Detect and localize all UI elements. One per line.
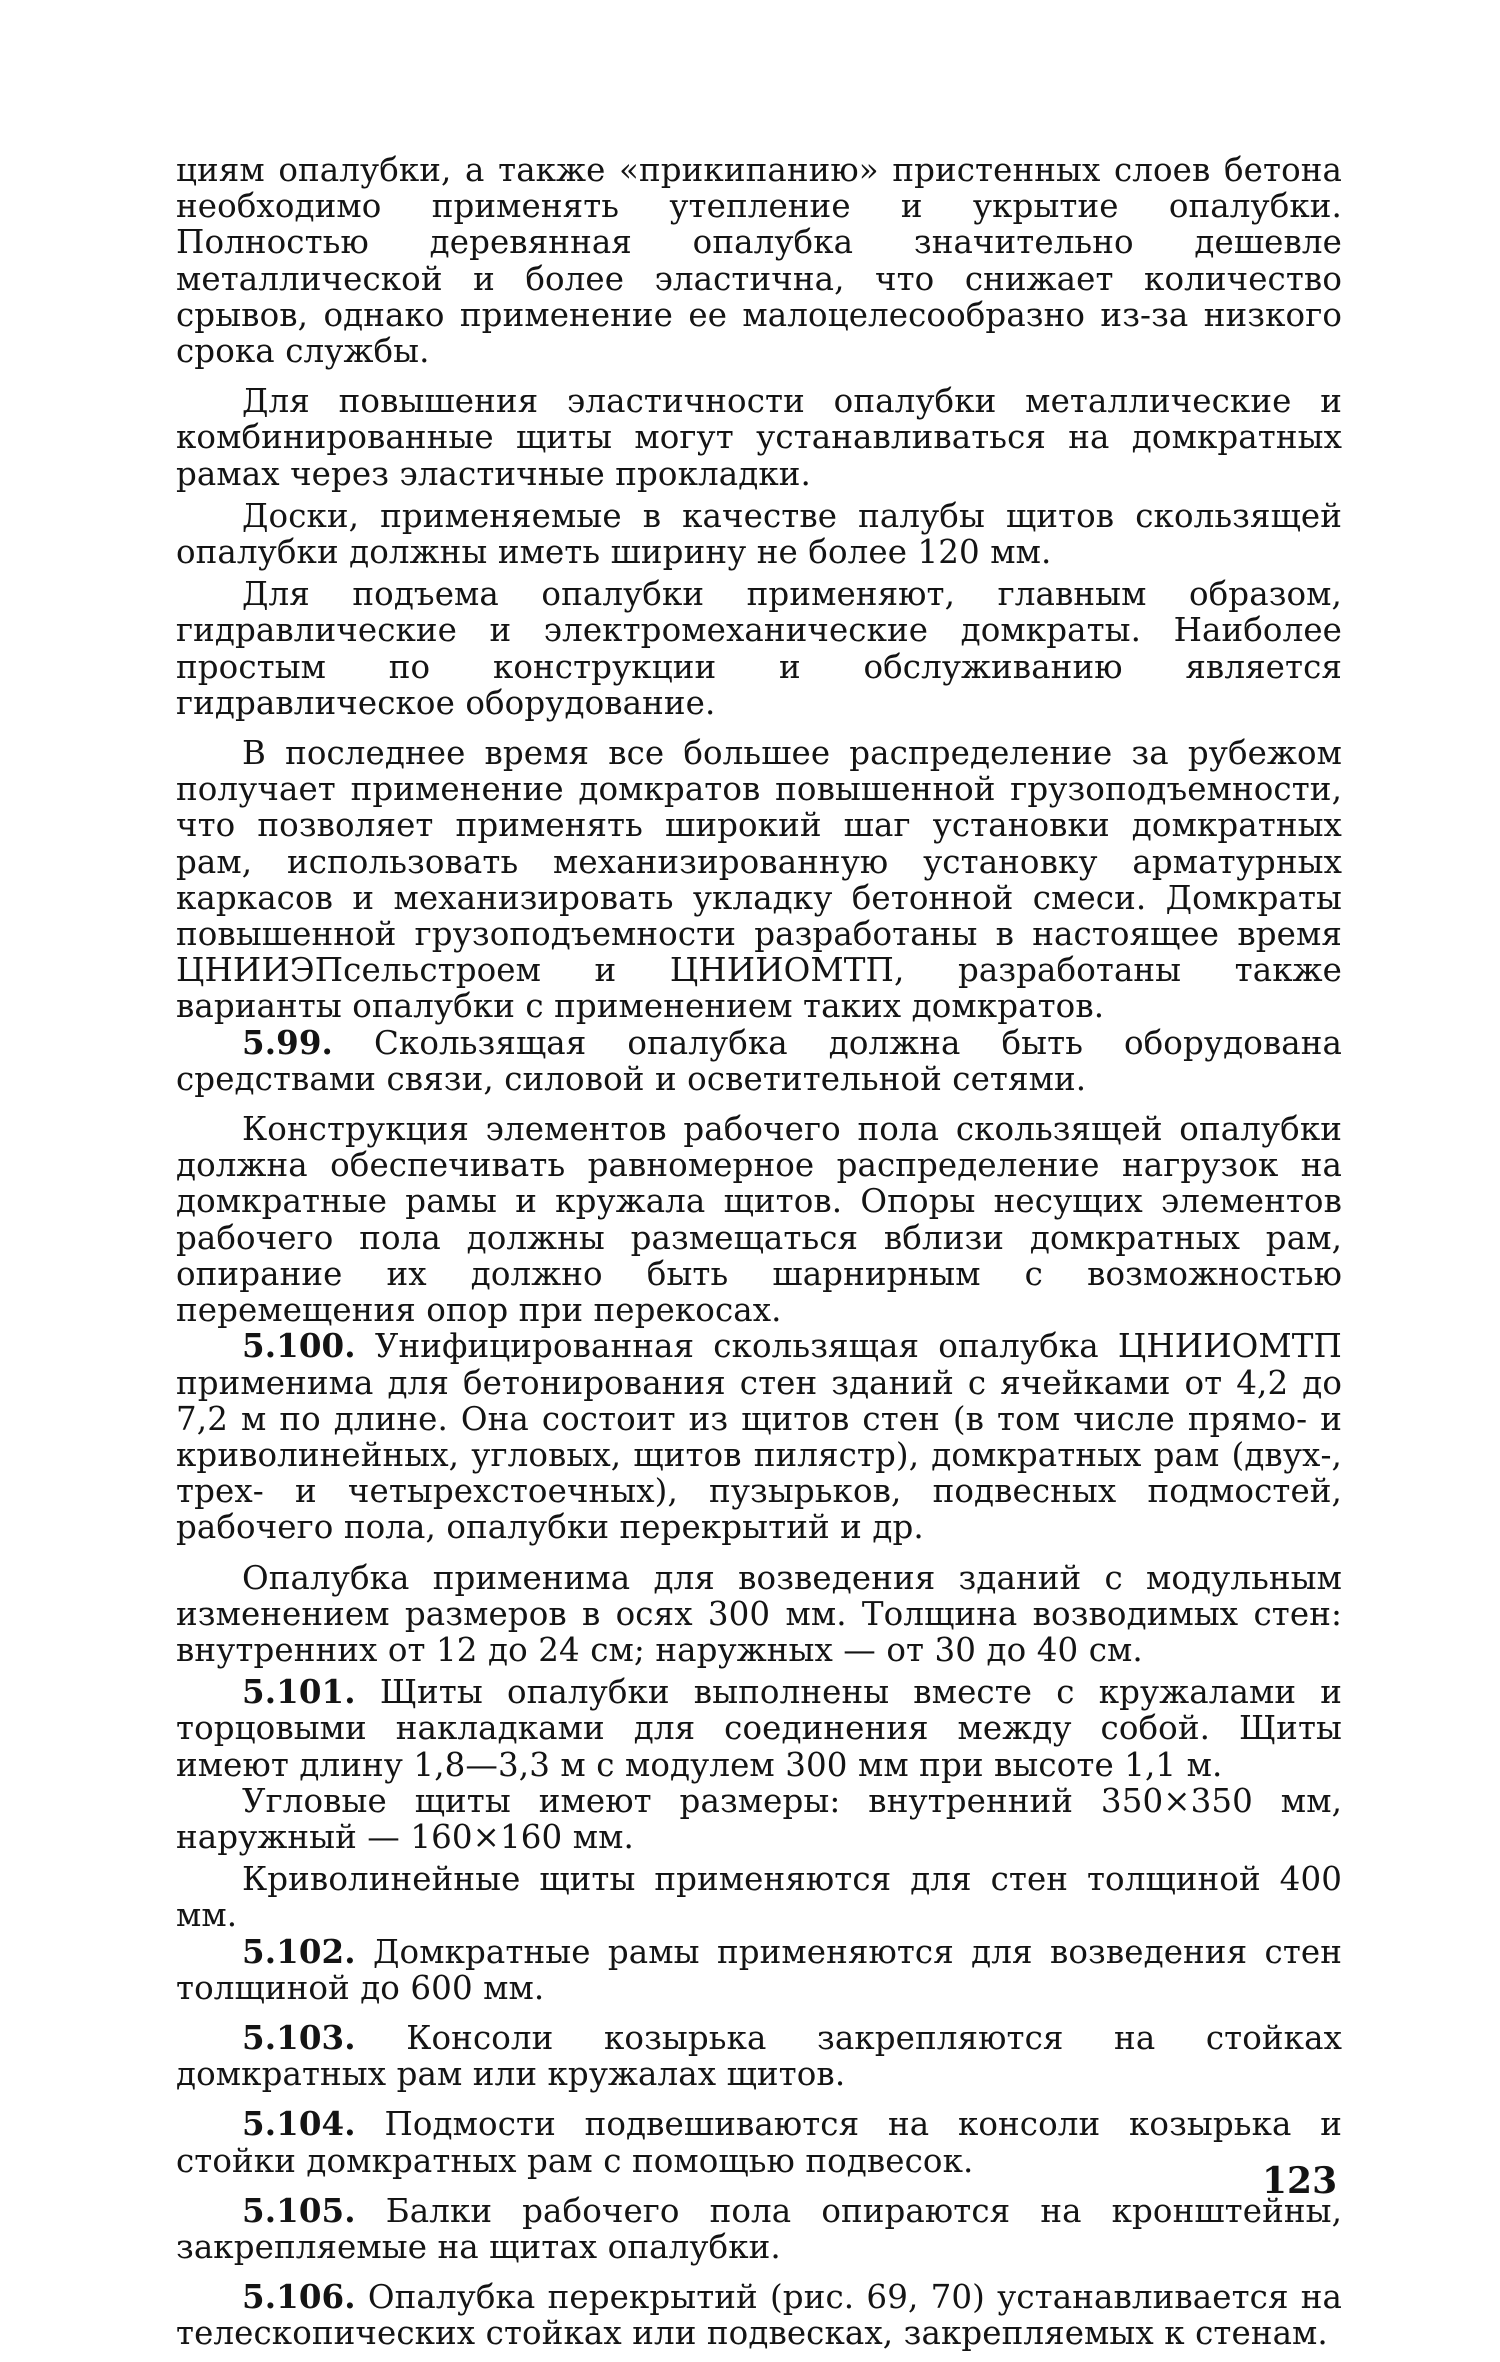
section-number: 5.103. [242, 2017, 356, 2057]
paragraph: В последнее время все большее распределение за рубежом получает применение домкратов повышенной грузоподъемности, что позволяет применять широкий шаг установки домкратных рам, использовать механизированную установку арматурных каркасов и механизировать укладку бетонной смеси. Домкраты повышенной грузоподъемности разработаны в настоящее время ЦНИИЭПсельстроем и ЦНИИОМТП, разработаны также варианты опалубки с применением таких домкратов. [176, 734, 1342, 1026]
section-number: 5.99. [242, 1022, 333, 1062]
paragraph: Для повышения эластичности опалубки металлические и комбинированные щиты могут устанавливаться на домкратных рамах через эластичные прокладки. [176, 382, 1342, 493]
section-number: 5.101. [242, 1672, 356, 1712]
paragraph: Угловые щиты имеют размеры: внутренний 350×350 мм, наружный — 160×160 мм. [176, 1781, 1342, 1856]
section-number: 5.106. [242, 2277, 356, 2317]
section-5-106: 5.106. Опалубка перекрытий (рис. 69, 70) устанавливается на телескопических стойках или подвесках, закрепляемых к стенам. [176, 2277, 1342, 2353]
section-5-103: 5.103. Консоли козырька закрепляются на стойках домкратных рам или кружалах щитов. [176, 2017, 1342, 2094]
section-5-102: 5.102. Домкратные рамы применяются для возведения стен толщиной до 600 мм. [176, 1931, 1342, 2007]
section-5-101: 5.101. Щиты опалубки выполнены вместе с кружалами и торцовыми накладками для соединения между собой. Щиты имеют длину 1,8—3,3 м с модулем 300 мм при высоте 1,1 м. [176, 1672, 1342, 1784]
section-number: 5.105. [242, 2190, 356, 2230]
paragraph: Доски, применяемые в качестве палубы щитов скользящей опалубки должны иметь ширину не более 120 мм. [176, 496, 1342, 572]
section-5-104: 5.104. Подмости подвешиваются на консоли козырька и стойки домкратных рам с помощью подвесок. [176, 2104, 1342, 2180]
paragraph: Для подъема опалубки применяют, главным образом, гидравлические и электромеханические домкраты. Наиболее простым по конструкции и обслуживанию является гидравлическое оборудование. [176, 575, 1342, 722]
page-number: 123 [1262, 2160, 1338, 2202]
section-5-100: 5.100. Унифицированная скользящая опалубка ЦНИИОМТП применима для бетонирования стен зданий с ячейками от 4,2 до 7,2 м по длине. Она состоит из щитов стен (в том числе прямо- и криволинейных, угловых, щитов пилястр), домкратных рам (двух-, трех- и четырехстоечных), пузырьков, подвесных подмостей, рабочего пола, опалубки перекрытий и др. [176, 1326, 1342, 1547]
paragraph: Криволинейные щиты применяются для стен толщиной 400 мм. [176, 1860, 1342, 1935]
paragraph: циям опалубки, а также «прикипанию» пристенных слоев бетона необходимо применять утепление и укрытие опалубки. Полностью деревянная опалубка значительно дешевле металлической и более эластична, что снижает количество срывов, однако применение ее малоцелесообразно из-за низкого срока службы. [176, 151, 1342, 371]
section-number: 5.104. [242, 2104, 356, 2144]
paragraph: Конструкция элементов рабочего пола скользящей опалубки должна обеспечивать равномерное распределение нагрузок на домкратные рамы и кружала щитов. Опоры несущих элементов рабочего пола должны размещаться вблизи домкратных рам, опирание их должно быть шарнирным с возможностью перемещения опор при перекосах. [176, 1110, 1342, 1330]
section-number: 5.100. [242, 1326, 356, 1366]
section-5-105: 5.105. Балки рабочего пола опираются на кронштейны, закрепляемые на щитах опалубки. [176, 2190, 1342, 2266]
section-number: 5.102. [242, 1931, 356, 1971]
paragraph: Опалубка применима для возведения зданий с модульным изменением размеров в осях 300 мм. Толщина возводимых стен: внутренних от 12 до 24 см; наружных — от 30 до 40 см. [176, 1558, 1342, 1669]
section-5-99: 5.99. Скользящая опалубка должна быть оборудована средствами связи, силовой и осветительной сетями. [176, 1022, 1342, 1098]
